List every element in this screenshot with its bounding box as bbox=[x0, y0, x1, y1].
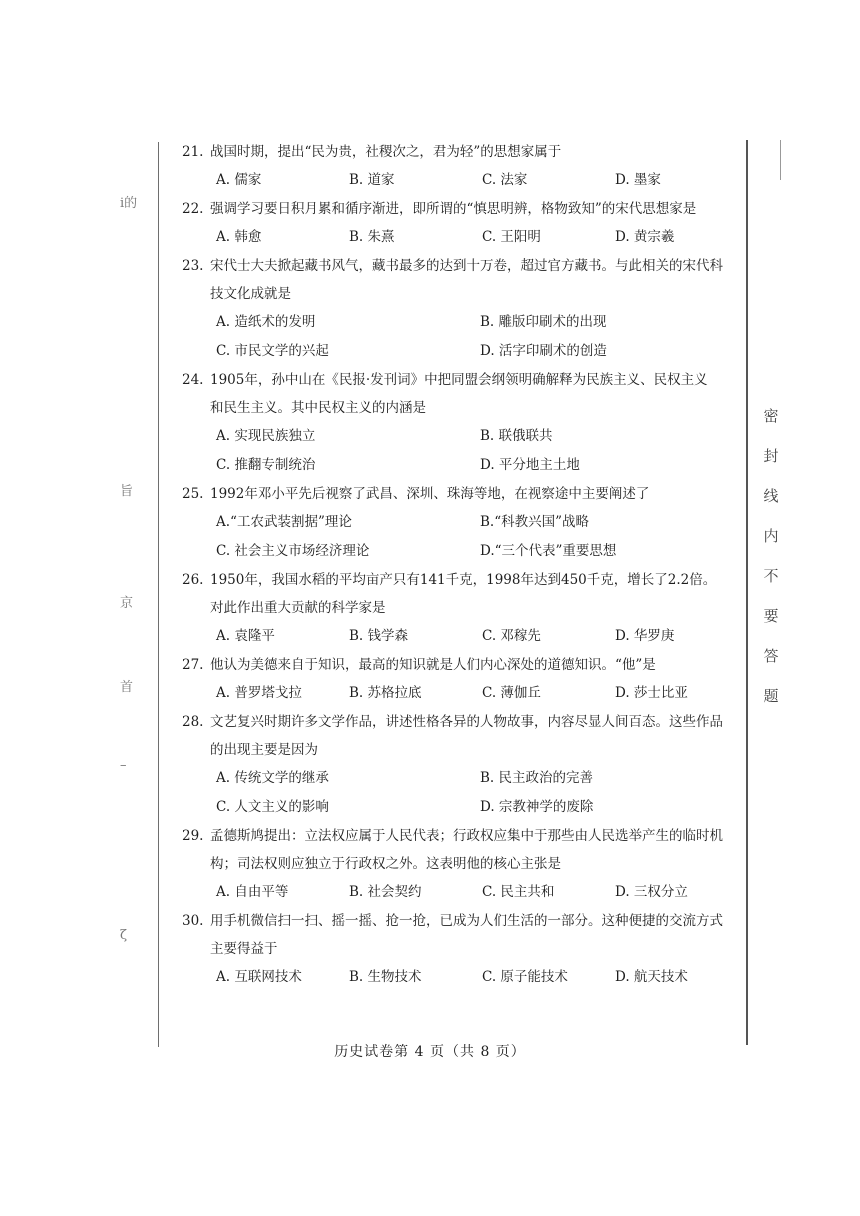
question-block bbox=[182, 366, 738, 480]
question-block bbox=[182, 708, 738, 822]
question-stem: 强调学习要日积月累和循序渐进，即所谓的“慎思明辨，格物致知”的宋代思想家是 bbox=[210, 201, 697, 217]
answer-option: C. 原子能技术 bbox=[482, 969, 568, 985]
question-block bbox=[182, 480, 738, 566]
seal-char: 不 bbox=[763, 567, 779, 585]
answer-option: C. 民主共和 bbox=[482, 884, 555, 900]
answer-option: D. 黄宗羲 bbox=[615, 229, 675, 245]
question-number: 29. bbox=[182, 828, 204, 844]
question-stem: 用手机微信扫一扫、摇一摇、抢一抢，已成为人们生活的一部分。这种便捷的交流方式 bbox=[210, 913, 723, 929]
question-stem: 主要得益于 bbox=[210, 941, 278, 957]
answer-option: D. 宗教神学的废除 bbox=[480, 799, 594, 815]
question-block bbox=[182, 138, 738, 195]
question-stem: 1992年邓小平先后视察了武昌、深圳、珠海等地，在视察途中主要阐述了 bbox=[210, 486, 650, 502]
option-row bbox=[182, 451, 738, 480]
question-number: 27. bbox=[182, 657, 204, 673]
question-text-line bbox=[182, 366, 738, 394]
question-text-line bbox=[182, 252, 738, 280]
margin-fragment: 京 bbox=[120, 596, 134, 611]
option-row bbox=[182, 793, 738, 822]
question-block bbox=[182, 907, 738, 992]
margin-fragment: 旨 bbox=[120, 484, 134, 499]
margin-fragment: 首 bbox=[120, 680, 134, 695]
answer-option: B. 生物技术 bbox=[349, 969, 422, 985]
answer-option: D. 活字印刷术的创造 bbox=[480, 343, 607, 359]
question-text-line bbox=[182, 138, 738, 166]
question-stem: 1905年，孙中山在《民报·发刊词》中把同盟会纲领明确解释为民族主义、民权主义 bbox=[210, 372, 708, 388]
question-block bbox=[182, 651, 738, 708]
option-row bbox=[182, 679, 738, 708]
answer-option: A. 自由平等 bbox=[216, 884, 289, 900]
question-stem: 文艺复兴时期许多文学作品，讲述性格各异的人物故事，内容尽显人间百态。这些作品 bbox=[210, 714, 723, 730]
question-stem: 构；司法权则应独立于行政权之外。这表明他的核心主张是 bbox=[210, 856, 561, 872]
answer-option: B. 雕版印刷术的出现 bbox=[480, 314, 607, 330]
question-stem: 宋代士大夫掀起藏书风气，藏书最多的达到十万卷，超过官方藏书。与此相关的宋代科 bbox=[210, 258, 723, 274]
answer-option: A. 儒家 bbox=[216, 172, 262, 188]
margin-fragment: – bbox=[120, 758, 127, 773]
seal-char: 要 bbox=[763, 607, 779, 625]
answer-option: B. 联俄联共 bbox=[480, 428, 553, 444]
answer-option: B. 道家 bbox=[349, 172, 395, 188]
question-stem: 的出现主要是因为 bbox=[210, 742, 318, 758]
answer-option: C. 推翻专制统治 bbox=[216, 457, 316, 473]
option-row bbox=[182, 878, 738, 907]
answer-option: A. 袁隆平 bbox=[216, 628, 275, 644]
left-margin-rule bbox=[158, 142, 159, 1047]
question-text-line bbox=[182, 195, 738, 223]
option-row bbox=[182, 166, 738, 195]
seal-char: 答 bbox=[763, 647, 779, 665]
option-row bbox=[182, 223, 738, 252]
question-block bbox=[182, 195, 738, 252]
question-block bbox=[182, 252, 738, 366]
answer-option: C. 薄伽丘 bbox=[482, 685, 541, 701]
answer-option: B. 苏格拉底 bbox=[349, 685, 422, 701]
right-edge-rule bbox=[780, 140, 781, 180]
seal-char: 封 bbox=[763, 447, 779, 465]
question-text-line bbox=[182, 480, 738, 508]
question-list bbox=[182, 138, 738, 992]
answer-option: D. 三权分立 bbox=[615, 884, 688, 900]
answer-option: B.“科教兴国”战略 bbox=[480, 514, 590, 530]
question-text-line bbox=[182, 822, 738, 850]
question-text-line bbox=[182, 394, 738, 422]
question-text-line bbox=[182, 594, 738, 622]
answer-option: C. 王阳明 bbox=[482, 229, 541, 245]
answer-option: C. 法家 bbox=[482, 172, 528, 188]
question-number: 22. bbox=[182, 201, 204, 217]
answer-option: D. 墨家 bbox=[615, 172, 661, 188]
answer-option: A. 互联网技术 bbox=[216, 969, 302, 985]
answer-option: B. 钱学森 bbox=[349, 628, 409, 644]
seal-char: 线 bbox=[763, 487, 779, 505]
answer-option: D. 平分地主土地 bbox=[480, 457, 580, 473]
answer-option: A. 普罗塔戈拉 bbox=[216, 685, 302, 701]
answer-option: A. 造纸术的发明 bbox=[216, 314, 316, 330]
question-text-line bbox=[182, 850, 738, 878]
option-row bbox=[182, 337, 738, 366]
question-number: 24. bbox=[182, 372, 204, 388]
question-stem: 1950年，我国水稻的平均亩产只有141千克，1998年达到450千克，增长了2.2倍。 bbox=[210, 572, 717, 588]
seal-char: 题 bbox=[763, 687, 779, 705]
question-text-line bbox=[182, 280, 738, 308]
question-number: 21. bbox=[182, 144, 204, 160]
seal-char: 内 bbox=[763, 527, 779, 545]
option-row bbox=[182, 764, 738, 793]
option-row bbox=[182, 622, 738, 651]
answer-option: A. 实现民族独立 bbox=[216, 428, 316, 444]
answer-option: D. 航天技术 bbox=[615, 969, 688, 985]
answer-option: B. 朱熹 bbox=[349, 229, 395, 245]
answer-option: C. 社会主义市场经济理论 bbox=[216, 543, 370, 559]
answer-option: B. 民主政治的完善 bbox=[480, 770, 594, 786]
question-text-line bbox=[182, 566, 738, 594]
seal-line-notice bbox=[760, 405, 782, 725]
page-footer: 历史试卷第 4 页（共 8 页） bbox=[334, 1044, 526, 1060]
option-row bbox=[182, 308, 738, 337]
question-block bbox=[182, 822, 738, 907]
question-number: 30. bbox=[182, 913, 204, 929]
question-stem: 战国时期，提出“民为贵，社稷次之，君为轻”的思想家属于 bbox=[210, 144, 562, 160]
question-stem: 技文化成就是 bbox=[210, 286, 291, 302]
question-text-line bbox=[182, 651, 738, 679]
answer-option: C. 市民文学的兴起 bbox=[216, 343, 329, 359]
seal-char: 密 bbox=[763, 407, 779, 425]
option-row bbox=[182, 963, 738, 992]
question-number: 26. bbox=[182, 572, 204, 588]
question-number: 28. bbox=[182, 714, 204, 730]
margin-fragment: ζ bbox=[120, 928, 128, 943]
question-stem: 孟德斯鸠提出：立法权应属于人民代表；行政权应集中于那些由人民选举产生的临时机 bbox=[210, 828, 723, 844]
right-margin-rule bbox=[746, 140, 748, 1045]
answer-option: D.“三个代表”重要思想 bbox=[480, 543, 617, 559]
question-number: 25. bbox=[182, 486, 204, 502]
answer-option: C. 邓稼先 bbox=[482, 628, 541, 644]
answer-option: D. 华罗庚 bbox=[615, 628, 675, 644]
answer-option: A. 传统文学的继承 bbox=[216, 770, 329, 786]
option-row bbox=[182, 508, 738, 537]
answer-option: D. 莎士比亚 bbox=[615, 685, 688, 701]
option-row bbox=[182, 422, 738, 451]
question-block bbox=[182, 566, 738, 651]
question-stem: 他认为美德来自于知识，最高的知识就是人们内心深处的道德知识。“他”是 bbox=[210, 657, 656, 673]
answer-option: B. 社会契约 bbox=[349, 884, 422, 900]
answer-option: C. 人文主义的影响 bbox=[216, 799, 329, 815]
answer-option: A.“工农武装割据”理论 bbox=[216, 514, 352, 530]
question-text-line bbox=[182, 935, 738, 963]
question-number: 23. bbox=[182, 258, 204, 274]
margin-fragment: i的 bbox=[120, 196, 138, 211]
question-text-line bbox=[182, 708, 738, 736]
question-stem: 和民生主义。其中民权主义的内涵是 bbox=[210, 400, 426, 416]
question-stem: 对此作出重大贡献的科学家是 bbox=[210, 600, 386, 616]
answer-option: A. 韩愈 bbox=[216, 229, 262, 245]
option-row bbox=[182, 537, 738, 566]
question-text-line bbox=[182, 736, 738, 764]
question-text-line bbox=[182, 907, 738, 935]
